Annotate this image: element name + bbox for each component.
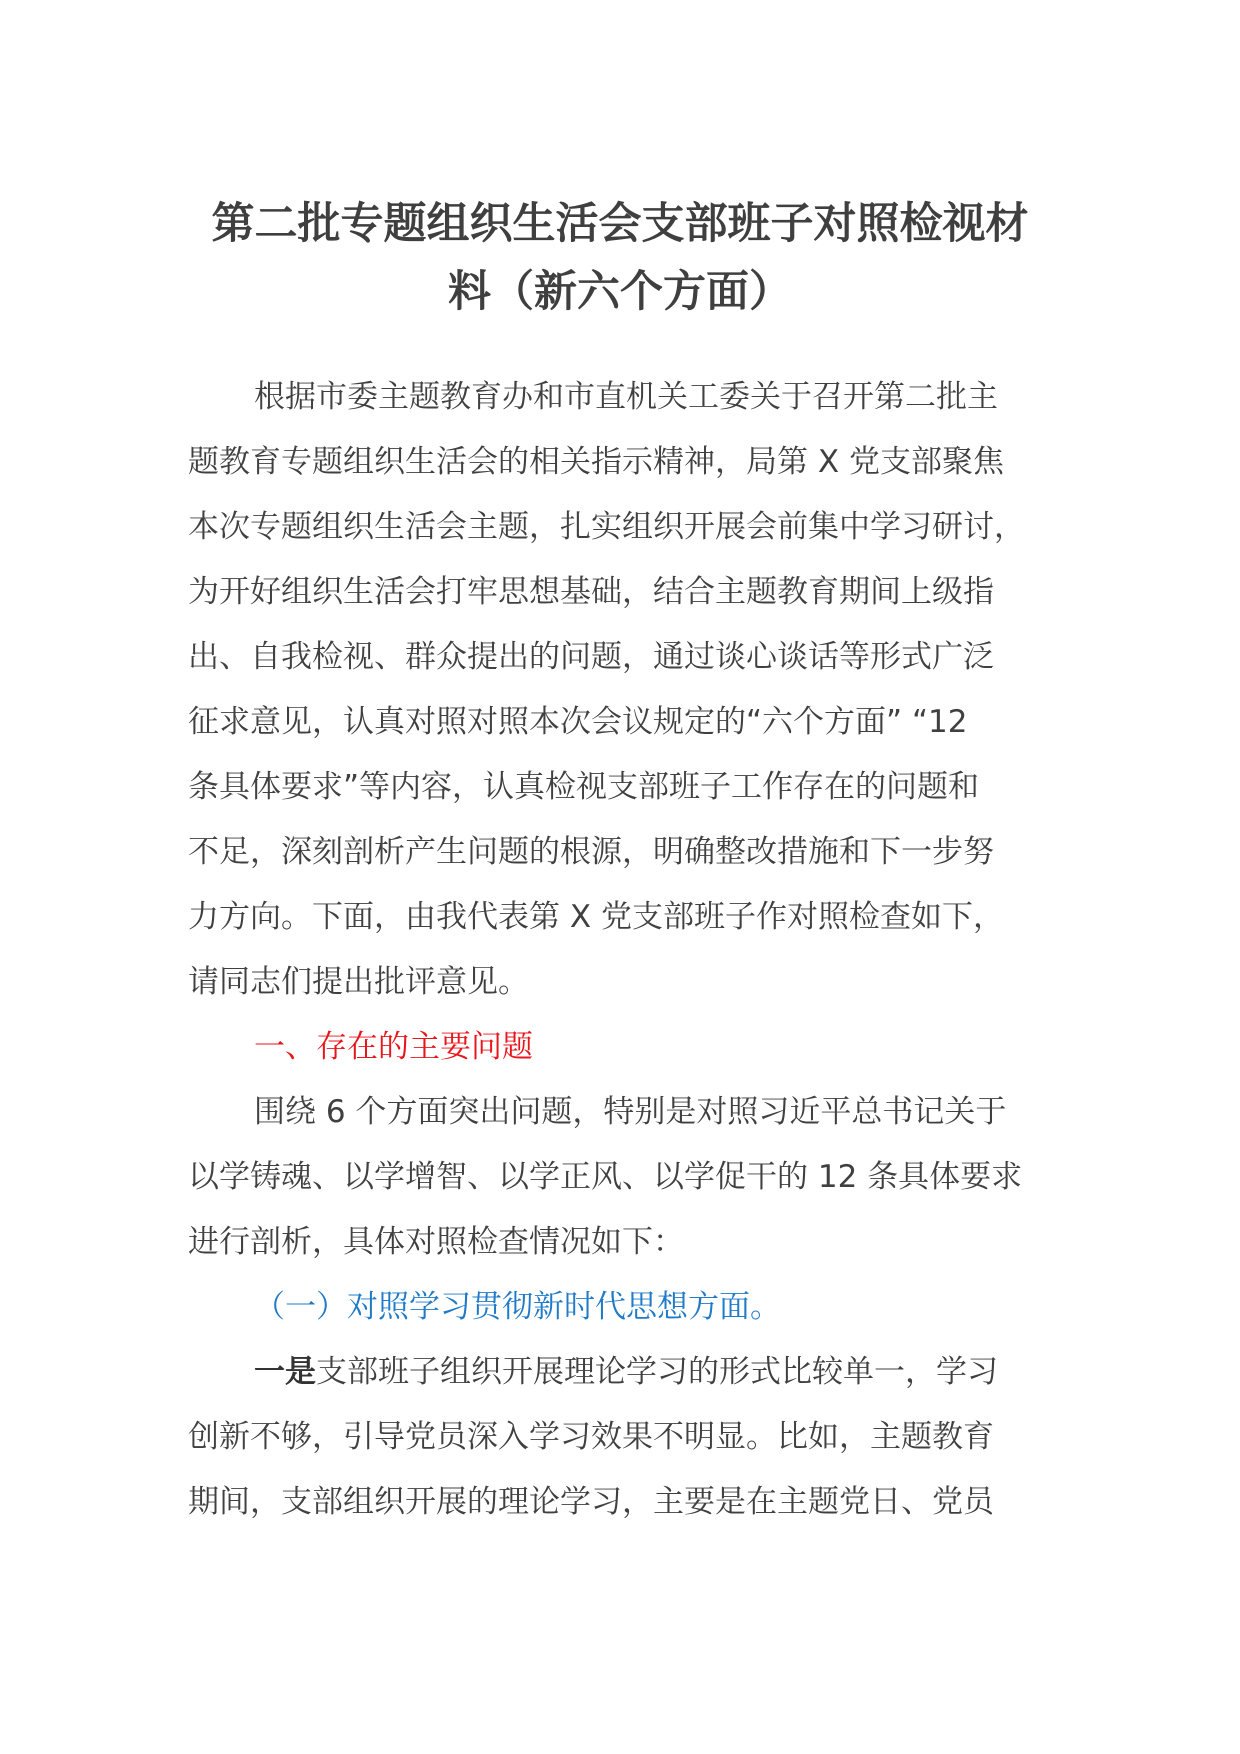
- document-title: [140, 190, 1100, 326]
- point-one-line-3: 期间，支部组织开展的理论学习，主要是在主题党日、党员: [188, 1484, 994, 1520]
- point-one-lead: 一是: [254, 1354, 316, 1390]
- intro-paragraph: [188, 365, 1088, 1015]
- intro-line-10: 请同志们提出批评意见。: [188, 964, 529, 1000]
- subsection-one-heading: （一）对照学习贯彻新时代思想方面。: [254, 1289, 781, 1325]
- intro-line-9: 力方向。下面，由我代表第 X 党支部班子作对照检查如下，: [188, 899, 1004, 935]
- section-one-line-2: 以学铸魂、以学增智、以学正风、以学促干的 12 条具体要求: [188, 1159, 1023, 1195]
- intro-line-8: 不足，深刻剖析产生问题的根源，明确整改措施和下一步努: [188, 834, 994, 870]
- intro-line-5: 出、自我检视、群众提出的问题，通过谈心谈话等形式广泛: [188, 639, 994, 675]
- intro-line-3: 本次专题组织生活会主题，扎实组织开展会前集中学习研讨，: [188, 509, 1025, 545]
- intro-line-1: 根据市委主题教育办和市直机关工委关于召开第二批主: [254, 379, 998, 415]
- point-one-line-2: 创新不够，引导党员深入学习效果不明显。比如，主题教育: [188, 1419, 994, 1455]
- section-one-paragraph: [188, 1080, 1088, 1275]
- document-title-line-2: 料（新六个方面）: [448, 267, 792, 317]
- point-one-paragraph: [188, 1340, 1088, 1535]
- document-title-line-1: 第二批专题组织生活会支部班子对照检视材: [211, 199, 1029, 249]
- intro-line-7: 条具体要求”等内容，认真检视支部班子工作存在的问题和: [188, 769, 980, 805]
- intro-line-4: 为开好组织生活会打牢思想基础，结合主题教育期间上级指: [188, 574, 994, 610]
- intro-line-2: 题教育专题组织生活会的相关指示精神，局第 X 党支部聚焦: [188, 444, 1004, 480]
- intro-line-6: 征求意见，认真对照对照本次会议规定的“六个方面” “12: [188, 704, 968, 740]
- section-one-heading: 一、存在的主要问题: [254, 1029, 533, 1065]
- point-one-line-1: [188, 1340, 1088, 1405]
- section-one-line-1: 围绕 6 个方面突出问题，特别是对照习近平总书记关于: [254, 1094, 1007, 1130]
- point-one-first-line-text: 支部班子组织开展理论学习的形式比较单一，学习: [316, 1354, 998, 1390]
- document-body: [188, 365, 1088, 1535]
- section-one-line-3: 进行剖析，具体对照检查情况如下：: [188, 1224, 684, 1260]
